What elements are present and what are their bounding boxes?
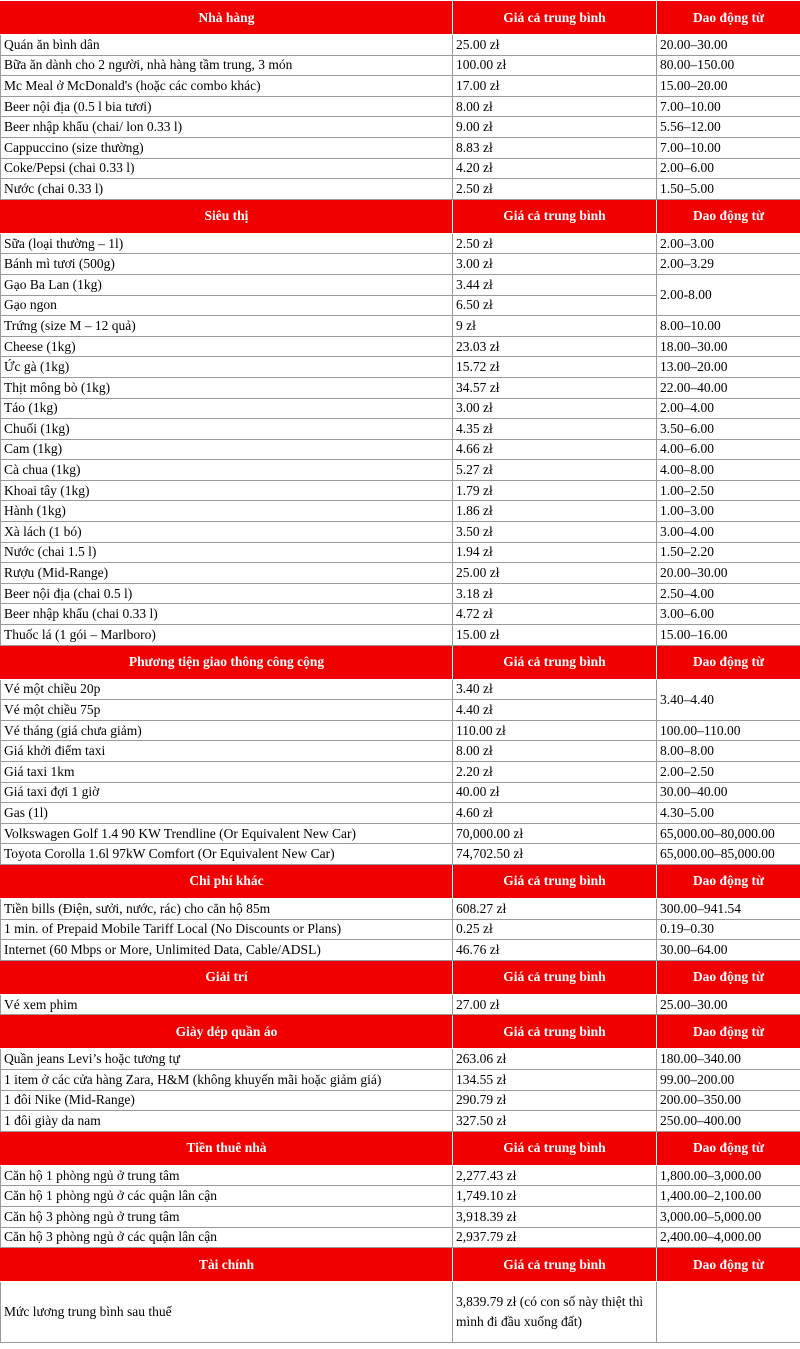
table-row (1, 844, 800, 865)
section-title: Phương tiện giao thông công cộng (1, 645, 453, 679)
avg-price: 8.00 zł (453, 741, 657, 762)
avg-price: 263.06 zł (453, 1049, 657, 1070)
section-header-rent (1, 1131, 800, 1165)
range-header: Dao động từ (657, 199, 800, 233)
table-row (1, 419, 800, 440)
avg-price: 40.00 zł (453, 782, 657, 803)
table-row (1, 823, 800, 844)
table-row (1, 1069, 800, 1090)
section-header-restaurant (1, 1, 800, 35)
price-range: 2.50–4.00 (657, 583, 800, 604)
price-range: 99.00–200.00 (657, 1069, 800, 1090)
price-range: 15.00–20.00 (657, 76, 800, 97)
price-range: 1,400.00–2,100.00 (657, 1186, 800, 1207)
item-name: 1 min. of Prepaid Mobile Tariff Local (No Discounts or Plans) (1, 919, 453, 940)
section-title: Chi phí khác (1, 864, 453, 898)
price-range: 4.30–5.00 (657, 803, 800, 824)
item-name: 1 đôi Nike (Mid-Range) (1, 1090, 453, 1111)
table-row (1, 336, 800, 357)
table-row (1, 233, 800, 254)
table-row (1, 1186, 800, 1207)
item-name: Gas (1l) (1, 803, 453, 824)
item-name: Thịt mông bò (1kg) (1, 377, 453, 398)
avg-price: 25.00 zł (453, 35, 657, 56)
section-title: Tiền thuê nhà (1, 1131, 453, 1165)
price-range: 80.00–150.00 (657, 55, 800, 76)
item-name: Giá taxi 1km (1, 762, 453, 783)
table-row (1, 604, 800, 625)
table-row (1, 460, 800, 481)
item-name: Coke/Pepsi (chai 0.33 l) (1, 158, 453, 179)
price-range: 13.00–20.00 (657, 357, 800, 378)
table-row (1, 1090, 800, 1111)
table-row (1, 1111, 800, 1132)
avg-price: 2,937.79 zł (453, 1227, 657, 1248)
price-range: 3.00–6.00 (657, 604, 800, 625)
item-name: Rượu (Mid-Range) (1, 563, 453, 584)
section-title: Tài chính (1, 1248, 453, 1282)
price-range: 300.00–941.54 (657, 898, 800, 919)
price-range: 3.50–6.00 (657, 419, 800, 440)
avg-price: 9 zł (453, 316, 657, 337)
table-row (1, 679, 800, 700)
avg-price: 8.83 zł (453, 137, 657, 158)
avg-price: 27.00 zł (453, 994, 657, 1015)
price-range (657, 1282, 800, 1343)
price-range: 1,800.00–3,000.00 (657, 1165, 800, 1186)
price-range: 0.19–0.30 (657, 919, 800, 940)
item-name: Căn hộ 1 phòng ngủ ở các quận lân cận (1, 1186, 453, 1207)
price-range: 1.50–5.00 (657, 179, 800, 200)
item-name: Beer nội địa (chai 0.5 l) (1, 583, 453, 604)
price-range: 2.00–3.00 (657, 233, 800, 254)
item-name: Cà chua (1kg) (1, 460, 453, 481)
section-title: Nhà hàng (1, 1, 453, 35)
avg-price: 23.03 zł (453, 336, 657, 357)
price-range: 1.00–2.50 (657, 480, 800, 501)
avg-price: 3,918.39 zł (453, 1206, 657, 1227)
section-title: Siêu thị (1, 199, 453, 233)
avg-price: 4.20 zł (453, 158, 657, 179)
section-header-finance (1, 1248, 800, 1282)
item-name: Giá khởi điểm taxi (1, 741, 453, 762)
range-header: Dao động từ (657, 645, 800, 679)
price-range: 4.00–8.00 (657, 460, 800, 481)
table-row (1, 1049, 800, 1070)
table-row (1, 96, 800, 117)
avg-price: 3.44 zł (453, 274, 657, 295)
avg-price: 4.72 zł (453, 604, 657, 625)
item-name: Căn hộ 3 phòng ngủ ở các quận lân cận (1, 1227, 453, 1248)
price-range: 20.00–30.00 (657, 35, 800, 56)
item-name: Toyota Corolla 1.6l 97kW Comfort (Or Equivalent New Car) (1, 844, 453, 865)
avg-price: 74,702.50 zł (453, 844, 657, 865)
table-row (1, 994, 800, 1015)
price-range: 22.00–40.00 (657, 377, 800, 398)
item-name: Táo (1kg) (1, 398, 453, 419)
avg-price-header: Giá cả trung bình (453, 1131, 657, 1165)
avg-price: 3.18 zł (453, 583, 657, 604)
avg-price: 8.00 zł (453, 96, 657, 117)
avg-price: 4.66 zł (453, 439, 657, 460)
avg-price: 15.00 zł (453, 625, 657, 646)
table-row (1, 1206, 800, 1227)
price-range: 200.00–350.00 (657, 1090, 800, 1111)
section-header-supermarket (1, 199, 800, 233)
item-name: Beer nhập khẩu (chai 0.33 l) (1, 604, 453, 625)
avg-price: 1.94 zł (453, 542, 657, 563)
avg-price-header: Giá cả trung bình (453, 960, 657, 994)
item-name: Vé xem phim (1, 994, 453, 1015)
item-name: Thuốc lá (1 gói – Marlboro) (1, 625, 453, 646)
avg-price: 4.35 zł (453, 419, 657, 440)
item-name: Căn hộ 1 phòng ngủ ở trung tâm (1, 1165, 453, 1186)
price-range: 4.00–6.00 (657, 439, 800, 460)
price-range: 2.00–2.50 (657, 762, 800, 783)
avg-price: 1,749.10 zł (453, 1186, 657, 1207)
item-name: Xà lách (1 bó) (1, 522, 453, 543)
item-name: Khoai tây (1kg) (1, 480, 453, 501)
table-row (1, 316, 800, 337)
avg-price: 9.00 zł (453, 117, 657, 138)
avg-price: 2.20 zł (453, 762, 657, 783)
item-name: Vé một chiều 75p (1, 700, 453, 721)
price-range: 7.00–10.00 (657, 137, 800, 158)
price-range: 20.00–30.00 (657, 563, 800, 584)
avg-price: 3,839.79 zł (có con số này thiệt thì mình đi đầu xuống đất) (453, 1282, 657, 1343)
section-header-clothing (1, 1015, 800, 1049)
avg-price: 15.72 zł (453, 357, 657, 378)
avg-price: 70,000.00 zł (453, 823, 657, 844)
item-name: Nước (chai 0.33 l) (1, 179, 453, 200)
price-range: 18.00–30.00 (657, 336, 800, 357)
avg-price: 4.60 zł (453, 803, 657, 824)
item-name: Cheese (1kg) (1, 336, 453, 357)
avg-price-header: Giá cả trung bình (453, 645, 657, 679)
avg-price: 5.27 zł (453, 460, 657, 481)
table-row (1, 522, 800, 543)
price-range: 2.00–3.29 (657, 254, 800, 275)
item-name: Vé tháng (giá chưa giảm) (1, 720, 453, 741)
table-row (1, 625, 800, 646)
table-row (1, 563, 800, 584)
item-name: Bữa ăn dành cho 2 người, nhà hàng tầm trung, 3 món (1, 55, 453, 76)
price-range: 8.00–8.00 (657, 741, 800, 762)
table-row (1, 76, 800, 97)
item-name: Giá taxi đợi 1 giờ (1, 782, 453, 803)
table-row (1, 898, 800, 919)
table-row (1, 782, 800, 803)
item-name: Sữa (loại thường – 1l) (1, 233, 453, 254)
table-row (1, 1282, 800, 1343)
table-row (1, 439, 800, 460)
avg-price: 3.00 zł (453, 398, 657, 419)
table-row (1, 158, 800, 179)
price-range: 1.00–3.00 (657, 501, 800, 522)
avg-price: 34.57 zł (453, 377, 657, 398)
price-range: 65,000.00–80,000.00 (657, 823, 800, 844)
price-range: 180.00–340.00 (657, 1049, 800, 1070)
avg-price-header: Giá cả trung bình (453, 1, 657, 35)
avg-price: 3.50 zł (453, 522, 657, 543)
item-name: Bánh mì tươi (500g) (1, 254, 453, 275)
item-name: Cappuccino (size thường) (1, 137, 453, 158)
table-row (1, 274, 800, 295)
price-range: 1.50–2.20 (657, 542, 800, 563)
item-name: Mc Meal ở McDonald's (hoặc các combo khác) (1, 76, 453, 97)
avg-price: 327.50 zł (453, 1111, 657, 1132)
avg-price: 17.00 zł (453, 76, 657, 97)
item-name: Beer nội địa (0.5 l bia tươi) (1, 96, 453, 117)
avg-price-header: Giá cả trung bình (453, 864, 657, 898)
item-name: Hành (1kg) (1, 501, 453, 522)
avg-price: 1.86 zł (453, 501, 657, 522)
table-row (1, 720, 800, 741)
item-name: Quần jeans Levi’s hoặc tương tự (1, 1049, 453, 1070)
item-name: Quán ăn bình dân (1, 35, 453, 56)
table-row (1, 137, 800, 158)
avg-price-header: Giá cả trung bình (453, 199, 657, 233)
price-range: 65,000.00–85,000.00 (657, 844, 800, 865)
range-header: Dao động từ (657, 1015, 800, 1049)
section-title: Giải trí (1, 960, 453, 994)
item-name: Internet (60 Mbps or More, Unlimited Data, Cable/ADSL) (1, 940, 453, 961)
price-range: 2,400.00–4,000.00 (657, 1227, 800, 1248)
price-range: 5.56–12.00 (657, 117, 800, 138)
item-name: 1 đôi giày da nam (1, 1111, 453, 1132)
price-range: 30.00–40.00 (657, 782, 800, 803)
item-name: Căn hộ 3 phòng ngủ ở trung tâm (1, 1206, 453, 1227)
range-header: Dao động từ (657, 1131, 800, 1165)
price-range: 3.40–4.40 (657, 679, 800, 720)
avg-price: 4.40 zł (453, 700, 657, 721)
item-name: Volkswagen Golf 1.4 90 KW Trendline (Or Equivalent New Car) (1, 823, 453, 844)
section-header-public-transport (1, 645, 800, 679)
table-row (1, 357, 800, 378)
item-name: Nước (chai 1.5 l) (1, 542, 453, 563)
avg-price: 3.00 zł (453, 254, 657, 275)
item-name: Mức lương trung bình sau thuế (1, 1282, 453, 1343)
item-name: Vé một chiều 20p (1, 679, 453, 700)
table-row (1, 542, 800, 563)
table-row (1, 35, 800, 56)
table-row (1, 919, 800, 940)
price-range: 8.00–10.00 (657, 316, 800, 337)
avg-price: 6.50 zł (453, 295, 657, 316)
table-row (1, 55, 800, 76)
avg-price: 46.76 zł (453, 940, 657, 961)
table-row (1, 1165, 800, 1186)
avg-price: 290.79 zł (453, 1090, 657, 1111)
table-row (1, 501, 800, 522)
section-header-entertainment (1, 960, 800, 994)
item-name: Gạo ngon (1, 295, 453, 316)
item-name: Gạo Ba Lan (1kg) (1, 274, 453, 295)
price-range: 3.00–4.00 (657, 522, 800, 543)
avg-price: 2,277.43 zł (453, 1165, 657, 1186)
table-row (1, 741, 800, 762)
price-range: 100.00–110.00 (657, 720, 800, 741)
table-row (1, 254, 800, 275)
price-range: 2.00–4.00 (657, 398, 800, 419)
section-header-other-costs (1, 864, 800, 898)
section-title: Giày dép quần áo (1, 1015, 453, 1049)
range-header: Dao động từ (657, 960, 800, 994)
price-range: 7.00–10.00 (657, 96, 800, 117)
price-range: 2.00–6.00 (657, 158, 800, 179)
avg-price: 0.25 zł (453, 919, 657, 940)
item-name: Cam (1kg) (1, 439, 453, 460)
table-row (1, 377, 800, 398)
avg-price: 110.00 zł (453, 720, 657, 741)
item-name: Chuối (1kg) (1, 419, 453, 440)
table-row (1, 480, 800, 501)
price-range: 2.00-8.00 (657, 274, 800, 315)
table-row (1, 762, 800, 783)
avg-price-header: Giá cả trung bình (453, 1015, 657, 1049)
range-header: Dao động từ (657, 1248, 800, 1282)
table-row (1, 803, 800, 824)
avg-price: 2.50 zł (453, 179, 657, 200)
table-row (1, 1227, 800, 1248)
price-range: 3,000.00–5,000.00 (657, 1206, 800, 1227)
avg-price: 3.40 zł (453, 679, 657, 700)
avg-price: 100.00 zł (453, 55, 657, 76)
avg-price: 134.55 zł (453, 1069, 657, 1090)
avg-price: 25.00 zł (453, 563, 657, 584)
price-range: 15.00–16.00 (657, 625, 800, 646)
price-range: 250.00–400.00 (657, 1111, 800, 1132)
range-header: Dao động từ (657, 1, 800, 35)
avg-price: 2.50 zł (453, 233, 657, 254)
table-row (1, 179, 800, 200)
avg-price: 1.79 zł (453, 480, 657, 501)
item-name: Trứng (size M – 12 quả) (1, 316, 453, 337)
table-row (1, 940, 800, 961)
table-row (1, 583, 800, 604)
item-name: Ức gà (1kg) (1, 357, 453, 378)
item-name: 1 item ở các cửa hàng Zara, H&M (không khuyến mãi hoặc giảm giá) (1, 1069, 453, 1090)
table-row (1, 117, 800, 138)
price-range: 25.00–30.00 (657, 994, 800, 1015)
avg-price: 608.27 zł (453, 898, 657, 919)
range-header: Dao động từ (657, 864, 800, 898)
item-name: Tiền bills (Điện, sưởi, nước, rác) cho căn hộ 85m (1, 898, 453, 919)
avg-price-header: Giá cả trung bình (453, 1248, 657, 1282)
item-name: Beer nhập khẩu (chai/ lon 0.33 l) (1, 117, 453, 138)
price-range: 30.00–64.00 (657, 940, 800, 961)
table-row (1, 398, 800, 419)
